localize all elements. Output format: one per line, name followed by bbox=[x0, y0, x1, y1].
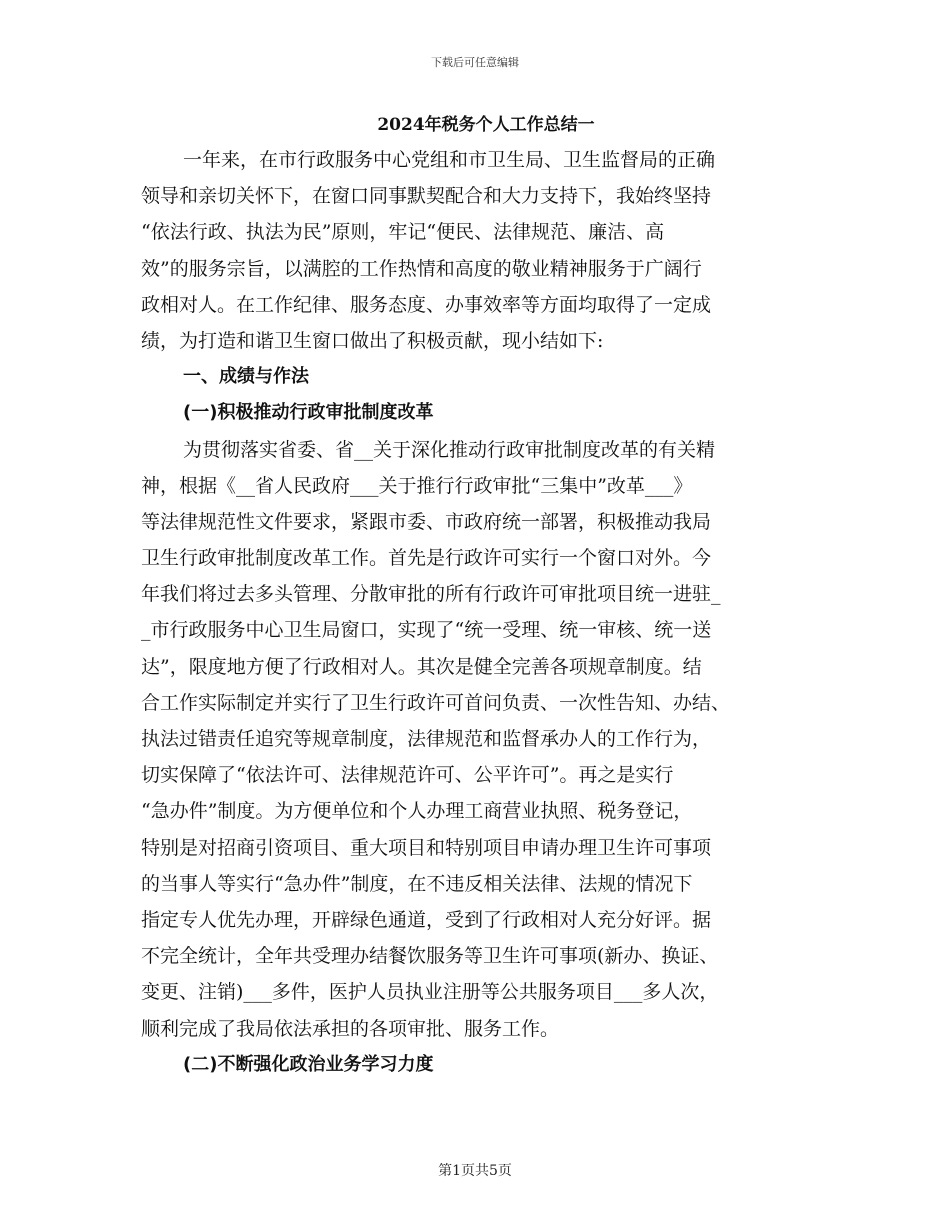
text-line: 神，根据《__省人民政府___关于推行行政审批“三集中”改革___》 bbox=[141, 474, 693, 497]
text-line: 领导和亲切关怀下，在窗口同事默契配合和大力支持下，我始终坚持 bbox=[141, 185, 712, 208]
text-line: 一年来，在市行政服务中心党组和市卫生局、卫生监督局的正确 bbox=[183, 149, 716, 171]
page-footer: 第1页共5页 bbox=[438, 1163, 512, 1179]
text-line: _市行政服务中心卫生局窗口，实现了“统一受理、统一审核、统一送 bbox=[141, 619, 712, 642]
document-body bbox=[141, 108, 811, 1083]
subsection-heading: (二)不断强化政治业务学习力度 bbox=[183, 1053, 434, 1075]
text-line: “急办件”制度。为方便单位和个人办理工商营业执照、税务登记， bbox=[141, 800, 693, 823]
text-line: 特别是对招商引资项目、重大项目和特别项目申请办理卫生许可事项 bbox=[141, 836, 712, 859]
text-line: 等法律规范性文件要求，紧跟市委、市政府统一部署，积极推动我局 bbox=[141, 510, 712, 533]
subsection-heading: (一)积极推动行政审批制度改革 bbox=[183, 402, 434, 424]
text-line: 切实保障了“依法许可、法律规范许可、公平许可”。再之是实行 bbox=[141, 764, 674, 787]
text-line: 顺利完成了我局依法承担的各项审批、服务工作。 bbox=[141, 1017, 560, 1040]
text-line: 绩，为打造和谐卫生窗口做出了积极贡献，现小结如下: bbox=[141, 329, 604, 352]
text-line: “依法行政、执法为民”原则，牢记“便民、法律规范、廉洁、高 bbox=[141, 221, 665, 244]
text-line: 年我们将过去多头管理、分散审批的所有行政许可审批项目统一进驻_ bbox=[141, 583, 721, 606]
text-line: 指定专人优先办理，开辟绿色通道，受到了行政相对人充分好评。据 bbox=[141, 908, 712, 931]
section-heading: 一、成绩与作法 bbox=[183, 366, 309, 388]
text-line: 执法过错责任追究等规章制度，法律规范和监督承办人的工作行为， bbox=[141, 728, 712, 750]
text-line: 卫生行政审批制度改革工作。首先是行政许可实行一个窗口对外。今 bbox=[141, 547, 712, 570]
document-title: 2024年税务个人工作总结一 bbox=[377, 115, 595, 135]
text-line: 变更、注销)___多件，医护人员执业注册等公共服务项目___多人次， bbox=[141, 981, 719, 1004]
text-line: 合工作实际制定并实行了卫生行政许可首问负责、一次性告知、办结、 bbox=[141, 691, 731, 714]
text-line: 效”的服务宗旨，以满腔的工作热情和高度的敬业精神服务于广阔行 bbox=[141, 257, 702, 280]
text-line: 政相对人。在工作纪律、服务态度、办事效率等方面均取得了一定成 bbox=[141, 293, 712, 316]
text-line: 为贯彻落实省委、省__关于深化推动行政审批制度改革的有关精 bbox=[183, 438, 716, 461]
text-line: 的当事人等实行“急办件”制度，在不违反相关法律、法规的情况下 bbox=[141, 872, 693, 895]
page-header: 下载后可任意编辑 bbox=[431, 56, 519, 69]
text-line: 不完全统计，全年共受理办结餐饮服务等卫生许可事项(新办、换证、 bbox=[141, 945, 719, 968]
text-line: 达”，限度地方便了行政相对人。其次是健全完善各项规章制度。结 bbox=[141, 655, 702, 678]
